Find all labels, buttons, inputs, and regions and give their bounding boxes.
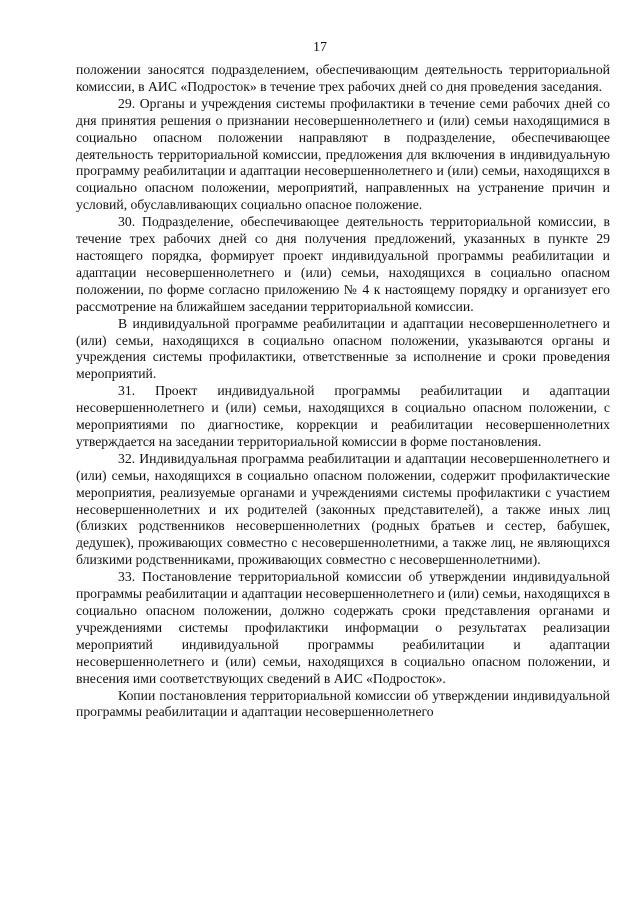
paragraph-33-copies: Копии постановления территориальной комиссии об утверждении индивидуальной программы реабилитации и адаптации несовершеннолетнего bbox=[76, 687, 610, 720]
paragraph-32: 32. Индивидуальная программа реабилитации и адаптации несовершеннолетнего и (или) семьи, находящихся в социально опасном положении, содержит профилактические мероприятия, реализуемые органами и учреждениями системы профилактики с участием несовершеннолетних и их родителей (законных представителей), а также иных лиц (близких родственников несовершеннолетних (родных братьев и сестер, бабушек, дедушек), проживающих совместно с несовершеннолетними, а также лиц, не являющихся близкими родственниками, проживающих совместно с несовершеннолетними). bbox=[76, 450, 610, 568]
document-body bbox=[76, 62, 610, 721]
paragraph-continuation: положении заносятся подразделением, обеспечивающим деятельность территориальной комиссии, в АИС «Подросток» в течение трех рабочих дней со дня проведения заседания. bbox=[76, 62, 610, 94]
paragraph-30: 30. Подразделение, обеспечивающее деятельность территориальной комиссии, в течение трех рабочих дней со дня получения предложений, указанных в пункте 29 настоящего порядка, формирует проект индивидуальной программы реабилитации и адаптации несовершеннолетнего и (или) семьи, находящихся в социально опасном положении, по форме согласно приложению № 4 к настоящему порядку и организует его рассмотрение на ближайшем заседании территориальной комиссии. bbox=[76, 214, 610, 314]
paragraph-33: 33. Постановление территориальной комиссии об утверждении индивидуальной программы реабилитации и адаптации несовершеннолетнего и (или) семьи, находящихся в социально опасном положении, должно содержать сроки представления органами и учреждениями системы профилактики информации о результатах реализации мероприятий индивидуальной программы реабилитации и адаптации несовершеннолетнего и (или) семьи, находящихся в социально опасном положении, и внесения ими соответствующих сведений в АИС «Подросток». bbox=[76, 569, 610, 686]
paragraph-31: 31. Проект индивидуальной программы реабилитации и адаптации несовершеннолетнего и (или) семьи, находящихся в социально опасном положении, с мероприятиями по диагностике, коррекции и реабилитации несовершеннолетних утверждается на заседании территориальной комиссии в форме постановления. bbox=[76, 383, 610, 449]
page-number: 17 bbox=[313, 40, 327, 55]
paragraph-30-note: В индивидуальной программе реабилитации и адаптации несовершеннолетнего и (или) семьи, находящихся в социально опасном положении, указываются органы и учреждения системы профилактики, ответственные за исполнение и сроки проведения мероприятий. bbox=[76, 315, 610, 382]
paragraph-29: 29. Органы и учреждения системы профилактики в течение семи рабочих дней со дня принятия решения о признании несовершеннолетнего и (или) семьи находящимися в социально опасном положении направляют в подразделение, обеспечивающее деятельность территориальной комиссии, предложения для включения в индивидуальную программу реабилитации и адаптации несовершеннолетнего и (или) семьи, находящихся в социально опасном положении, мероприятий, направленных на устранение причин и условий, обуславливающих социально опасное положение. bbox=[76, 95, 610, 213]
